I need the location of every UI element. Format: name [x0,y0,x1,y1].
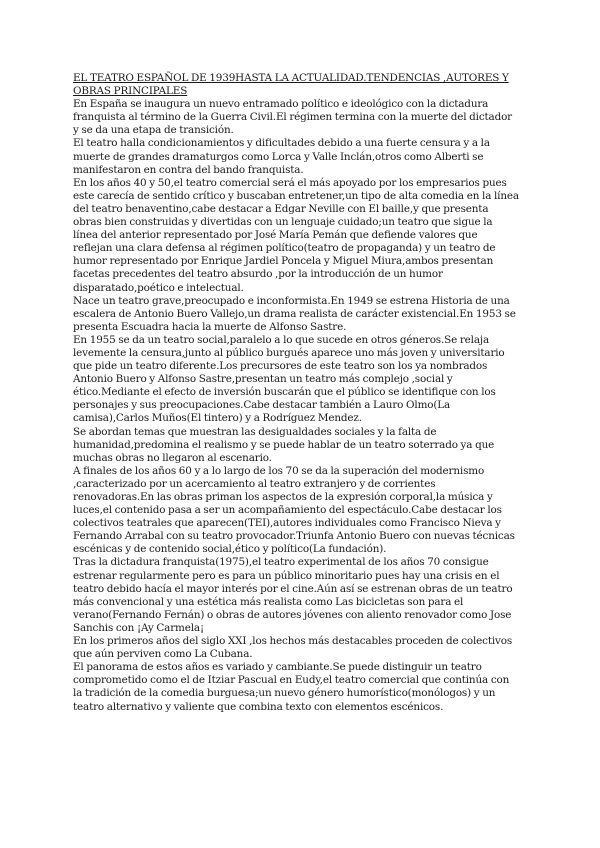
paragraph-post-dictatorship: Tras la dictadura franquista(1975),el teatro experimental de los años 70 consigue estrenar regularmente pero es para un público minoritario pues hay una crisis en el teatro debido hacía el mayor interés por el cine.Aún así se estrenan obras de un teatro más convencional y una estética más realista como Las bicicletas son para el verano(Fernando Fernán) o obras de autores jóvenes con aliento renovador como Jose Sanchis con ¡Ay Carmela¡ [73,556,513,634]
document-title: EL TEATRO ESPAÑOL DE 1939HASTA LA ACTUALIDAD.TENDENCIAS ,AUTORES Y OBRAS PRINCIPALES [73,72,509,98]
paragraph-social-theatre: En 1955 se da un teatro social,paralelo a lo que sucede en otros géneros.Se relaja levemente la censura,junto al público burgués aparece uno más joven y universitario que pide un teatro diferente.Los precursores de este teatro son los ya nombrados Antonio Buero y Alfonso Sastre,presentan un teatro más complejo ,social y ético.Mediante el efecto de inversión buscarán que el público se identifique con los personajes y sus preocupaciones.Cabe destacar también a Lauro Olmo(La camisa),Carlos Muños(El tintero) y a Rodríguez Mendez. [73,333,505,425]
paragraph-1960s-1970s: A finales de los años 60 y a lo largo de los 70 se da la superación del modernismo ,caracterizado por un acercamiento al teatro extranjero y de corrientes renovadoras.En las obras priman los aspectos de la expresión corporal,la música y luces,el contenido pasa a ser un acompañamiento del espectáculo.Cabe destacar los colectivos teatrales que aparecen(TEI),autores individuales como Francisco Nieva y Fernando Arrabal con su teatro provocador.Triunfa Antonio Buero con nuevas técnicas escénicas y de contenido social,ético y político(La fundación). [73,464,515,556]
paragraph-1940s-1950s: En los años 40 y 50,el teatro comercial será el más apoyado por los empresarios pues este carecía de sentido crítico y buscaban entretener,un tipo de alta comedia en la línea del teatro benaventino,cabe destacar a Edgar Neville con El baille,y que presenta obras bien construidas y divertidas con un lenguaje cuidado;un teatro que sigue la línea del anterior representado por José María Pemán que defiende valores que reflejan una clara defensa al régimen político(teatro de propaganda) y un teatro de humor representado por Enrique Jardiel Poncela y Miguel Miura,ambos presentan facetas precedentes del teatro absurdo ,por la introducción de un humor disparatado,poético e intelectual. [73,176,519,294]
paragraph-panorama: El panorama de estos años es variado y cambiante.Se puede distinguir un teatro comprometido como el de Itziar Pascual en Eudy,el teatro comercial que continúa con la tradición de la comedia burguesa;un nuevo género humorístico(monólogos) y un teatro alternativo y valiente que combina texto con elementos escénicos. [73,661,510,713]
paragraph-censorship: El teatro halla condicionamientos y dificultades debido a una fuerte censura y a la muerte de grandes dramaturgos como Lorca y Valle Inclán,otros como Alberti se manifestaron en contra del bando franquista. [73,137,490,176]
paragraph-intro: En España se inaugura un nuevo entramado político e ideológico con la dictadura franquista al término de la Guerra Civil.El régimen termina con la muerte del dictador y se da una etapa de transición. [73,98,513,137]
paragraph-21st-century: En los primeros años del siglo XXI ,los hechos más destacables proceden de colectivos que aún perviven como La Cubana. [73,635,513,661]
paragraph-social-themes: Se abordan temas que muestran las desigualdades sociales y la falta de humanidad,predomina el realismo y se puede hablar de un teatro soterrado ya que muchas obras no llegaron al escenario. [73,425,495,464]
document-body [73,72,519,714]
paragraph-serious-theatre: Nace un teatro grave,preocupado e inconformista.En 1949 se estrena Historia de una escalera de Antonio Buero Vallejo,un drama realista de carácter existencial.En 1953 se presenta Escuadra hacia la muerte de Alfonso Sastre. [73,294,516,333]
